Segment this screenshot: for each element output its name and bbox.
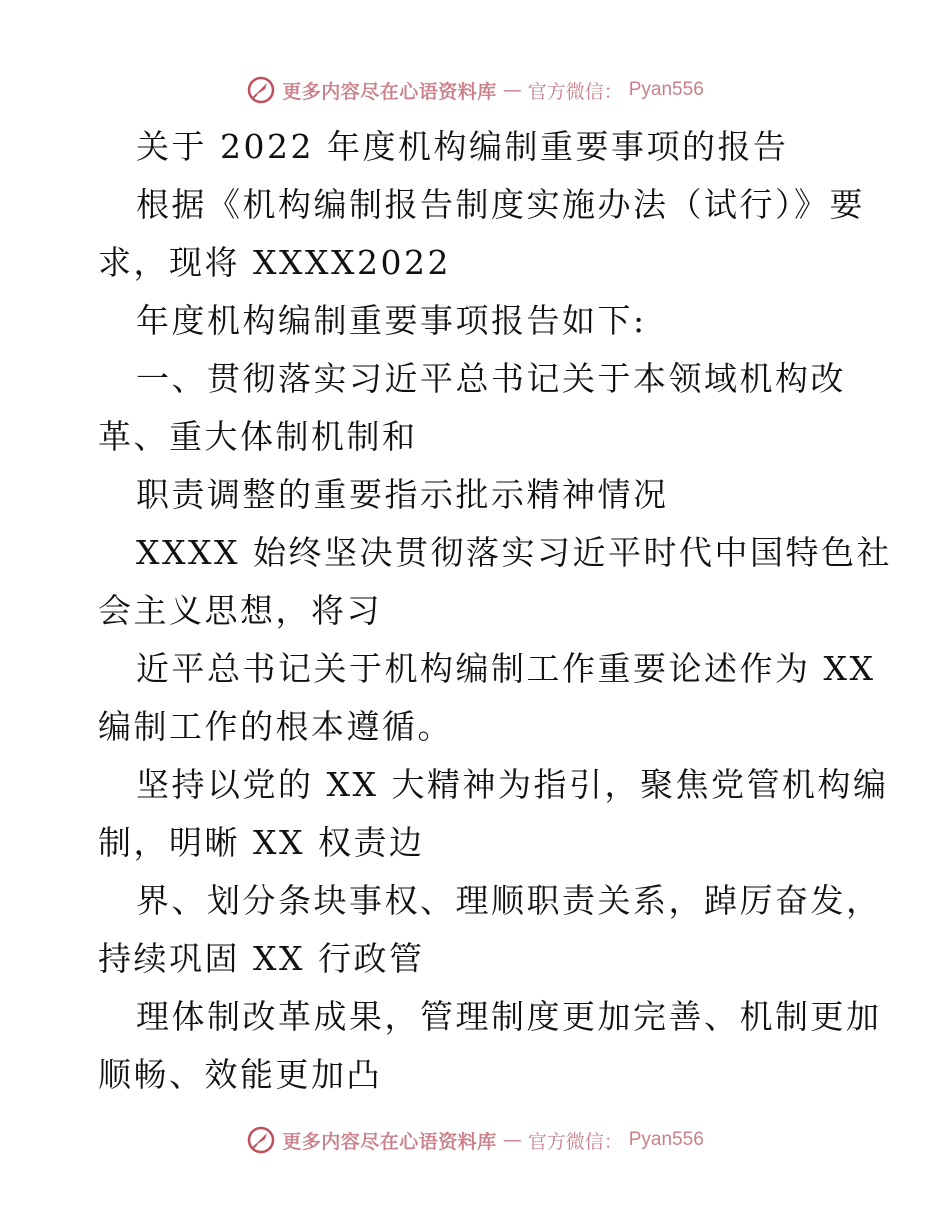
document-body [98, 118, 892, 1104]
paragraph-line: 求，现将 XXXX2022 [98, 243, 451, 282]
watermark-id: Pyan556 [628, 79, 704, 100]
paragraph-line: 顺畅、效能更加凸 [98, 1055, 382, 1094]
paragraph-line: 年度机构编制重要事项报告如下: [136, 301, 647, 340]
watermark-sub-text: 官方微信： [527, 1130, 623, 1153]
section-heading: 职责调整的重要指示批示精神情况 [136, 475, 669, 514]
document-title: 关于 2022 年度机构编制重要事项的报告 [136, 127, 789, 166]
watermark-dash: — [502, 79, 522, 101]
paragraph-line: 会主义思想，将习 [98, 591, 382, 630]
section-heading: 一、贯彻落实习近平总书记关于本领域机构改 [136, 359, 846, 398]
paragraph-line: 理体制改革成果，管理制度更加完善、机制更加 [136, 997, 882, 1036]
watermark-dash: — [502, 1129, 522, 1151]
paragraph-line: XXXX 始终坚决贯彻落实习近平时代中国特色社 [136, 533, 892, 572]
paragraph-line: 坚持以党的 XX 大精神为指引，聚焦党管机构编 [136, 765, 889, 804]
paragraph-line: 制，明晰 XX 权责边 [98, 823, 425, 862]
section-heading: 革、重大体制机制和 [98, 417, 418, 456]
header-watermark [0, 70, 950, 110]
paragraph-line: 根据《机构编制报告制度实施办法（试行）》要 [136, 185, 865, 224]
paragraph-line: 界、划分条块事权、理顺职责关系，踔厉奋发， [136, 881, 882, 920]
watermark-main-text: 更多内容尽在心语资料库 [282, 1130, 497, 1153]
watermark-id: Pyan556 [628, 1129, 704, 1150]
quill-logo-icon [246, 1125, 276, 1155]
paragraph-line: 编制工作的根本遵循。 [98, 707, 453, 746]
watermark-main-text: 更多内容尽在心语资料库 [282, 80, 497, 103]
paragraph-line: 持续巩固 XX 行政管 [98, 939, 425, 978]
paragraph-line: 近平总书记关于机构编制工作重要论述作为 XX [136, 649, 876, 688]
watermark-sub-text: 官方微信： [527, 80, 623, 103]
quill-logo-icon [246, 75, 276, 105]
footer-watermark [0, 1120, 950, 1160]
